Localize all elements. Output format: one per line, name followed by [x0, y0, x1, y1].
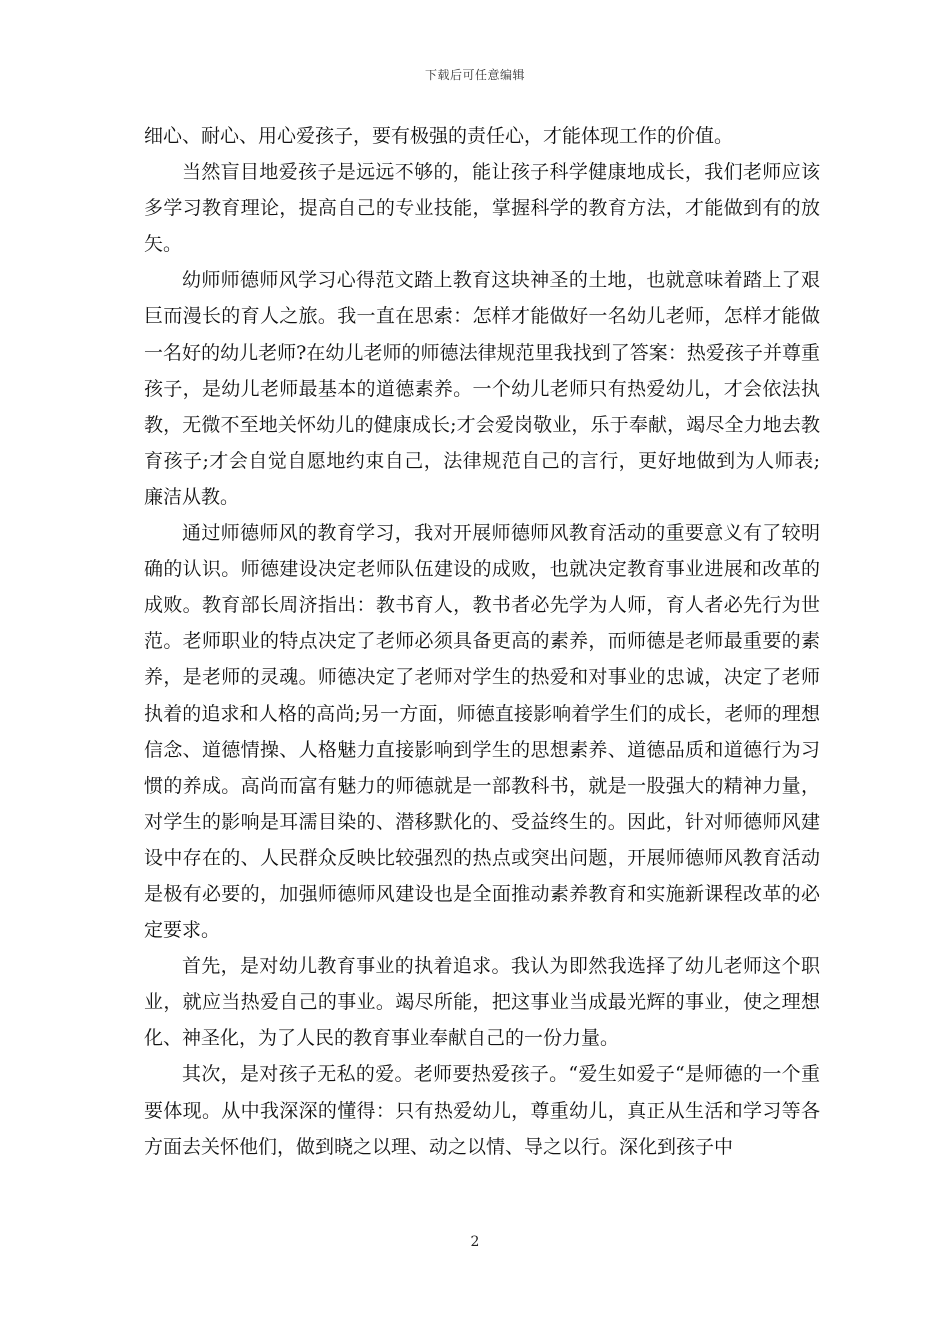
- paragraph: 其次，是对孩子无私的爱。老师要热爱孩子。“爱生如爱子“是师德的一个重要体现。从中我深深的懂得：只有热爱幼儿，尊重幼儿，真正从生活和学习等各方面去关怀他们，做到晓之以理、动之以情、导之以行。深化到孩子中: [144, 1063, 820, 1158]
- page-header: 下载后可任意编辑: [424, 68, 525, 82]
- document-body: [144, 118, 820, 1165]
- paragraph: 通过师德师风的教育学习，我对开展师德师风教育活动的重要意义有了较明确的认识。师德建设决定老师队伍建设的成败，也就决定教育事业进展和改革的成败。教育部长周济指出：教书育人，教书者必先学为人师，育人者必先行为世范。老师职业的特点决定了老师必须具备更高的素养，而师德是老师最重要的素养，是老师的灵魂。师德决定了老师对学生的热爱和对事业的忠诚，决定了老师执着的追求和人格的高尚;另一方面，师德直接影响着学生们的成长，老师的理想信念、道德情操、人格魅力直接影响到学生的思想素养、道德品质和道德行为习惯的养成。高尚而富有魅力的师德就是一部教科书，就是一股强大的精神力量，对学生的影响是耳濡目染的、潜移默化的、受益终生的。因此，针对师德师风建设中存在的、人民群众反映比较强烈的热点或突出问题，开展师德师风教育活动是极有必要的，加强师德师风建设也是全面推动素养教育和实施新课程改革的必定要求。: [144, 522, 820, 942]
- paragraph: 幼师师德师风学习心得范文踏上教育这块神圣的土地，也就意味着踏上了艰巨而漫长的育人之旅。我一直在思索：怎样才能做好一名幼儿老师，怎样才能做一名好的幼儿老师?在幼儿老师的师德法律规范里我找到了答案：热爱孩子并尊重孩子，是幼儿老师最基本的道德素养。一个幼儿老师只有热爱幼儿，才会依法执教，无微不至地关怀幼儿的健康成长;才会爱岗敬业，乐于奉献，竭尽全力地去教育孩子;才会自觉自愿地约束自己，法律规范自己的言行，更好地做到为人师表;廉洁从教。: [144, 269, 820, 508]
- page-number: 2: [470, 1234, 480, 1250]
- paragraph: 首先，是对幼儿教育事业的执着追求。我认为即然我选择了幼儿老师这个职业，就应当热爱自己的事业。竭尽所能，把这事业当成最光辉的事业，使之理想化、神圣化，为了人民的教育事业奉献自己的一份力量。: [144, 955, 820, 1050]
- paragraph: 当然盲目地爱孩子是远远不够的，能让孩子科学健康地成长，我们老师应该多学习教育理论，提高自己的专业技能，掌握科学的教育方法，才能做到有的放矢。: [144, 161, 820, 256]
- paragraph: 细心、耐心、用心爱孩子，要有极强的责任心，才能体现工作的价值。: [144, 125, 734, 147]
